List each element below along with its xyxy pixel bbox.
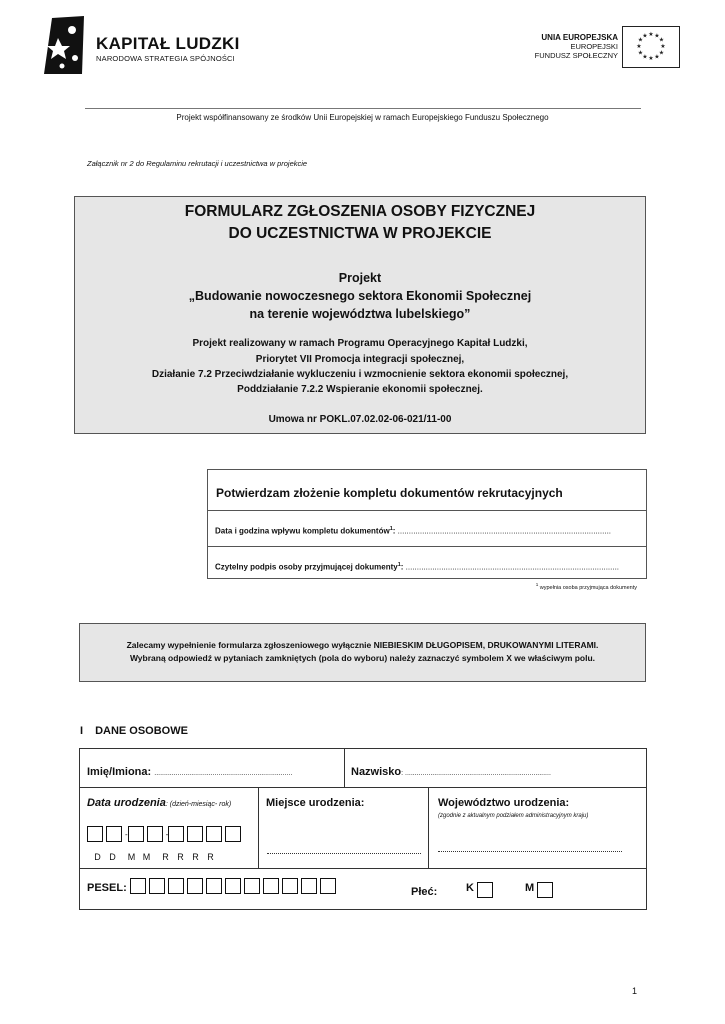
document-date-dots: ................................................................................................: [397, 526, 612, 536]
date-box[interactable]: [165, 826, 184, 842]
birth-place-input-line[interactable]: [267, 853, 421, 854]
date-box[interactable]: [225, 826, 241, 842]
signature-label: Czytelny podpis osoby przyjmującej dokumenty: [215, 562, 398, 572]
last-name-dots: : ...........................................................................: [401, 770, 551, 777]
gender-label: Płeć:: [411, 886, 438, 898]
gender-k-checkbox[interactable]: [477, 882, 493, 898]
svg-text:★: ★: [648, 31, 654, 38]
cofinancing-note: Projekt współfinansowany ze środków Unii Europejskiej w ramach Europejskiego Funduszu Społecznego: [176, 113, 549, 122]
gender-m-label: M: [525, 882, 535, 894]
svg-text:★: ★: [654, 53, 660, 61]
first-name-label: Imię/Imiona:: [87, 766, 152, 778]
signature-dots: ................................................................................................: [405, 562, 620, 572]
footnote: [536, 582, 637, 591]
date-format-letter: M: [142, 852, 151, 862]
pesel-box[interactable]: [301, 878, 317, 894]
first-name-field[interactable]: [87, 766, 292, 778]
instructions-line-2: Wybraną odpowiedź w pytaniach zamkniętych (pola do wyboru) należy zaznaczyć symbolem X we właściwym polu.: [129, 653, 596, 663]
birth-province-hint: (zgodnie z aktualnym podziałem administracyjnym kraju): [438, 813, 589, 819]
pesel-box[interactable]: [244, 878, 260, 894]
date-box[interactable]: [128, 826, 144, 842]
svg-text:★: ★: [658, 36, 665, 44]
birth-date-label-group: [87, 797, 231, 809]
project-name-line-2: na terenie województwa lubelskiego”: [249, 307, 471, 321]
last-name-field[interactable]: [351, 766, 551, 778]
svg-text:★: ★: [636, 43, 642, 50]
svg-text:★: ★: [642, 53, 648, 61]
svg-text:★: ★: [660, 43, 666, 50]
title-box: [74, 196, 646, 434]
first-name-dots: .......................................................................: [154, 770, 293, 777]
program-line-4: Poddziałanie 7.2.2 Wspieranie ekonomii społecznej.: [237, 384, 483, 395]
svg-text:★: ★: [637, 49, 644, 57]
instructions-box: [79, 623, 646, 682]
birth-date-boxes[interactable]: [87, 826, 244, 842]
svg-text:★: ★: [642, 32, 648, 40]
confirmation-divider-2: [208, 546, 646, 547]
kapital-ludzki-logo-icon: [44, 16, 84, 74]
footnote-mark: 1: [535, 582, 539, 587]
form-divider-row-1: [80, 787, 646, 788]
date-box[interactable]: [87, 826, 103, 842]
form-divider-birth-1: [258, 787, 259, 868]
program-line-3: Działanie 7.2 Przeciwdziałanie wykluczeniu i wzmocnienie sektora ekonomii społecznej,: [151, 369, 569, 380]
project-label: Projekt: [338, 271, 382, 285]
project-name-line-1: „Budowanie nowoczesnego sektora Ekonomii Społecznej: [188, 289, 532, 303]
pesel-box[interactable]: [320, 878, 336, 894]
date-format-letter: R: [207, 852, 214, 862]
date-format-letter: D: [109, 852, 116, 862]
logo-subtitle: NARODOWA STRATEGIA SPÓJNOŚCI: [96, 54, 235, 63]
form-divider-row-2: [80, 868, 646, 869]
date-box[interactable]: [206, 826, 222, 842]
header-divider: [85, 108, 641, 109]
gender-k-label: K: [466, 882, 474, 894]
instructions-line-1: Zalecamy wypełnienie formularza zgłoszeniowego wyłącznie NIEBIESKIM DŁUGOPISEM, DRUKOWANYMI LITERAMI.: [126, 640, 599, 650]
document-date-label: Data i godzina wpływu kompletu dokumentów: [215, 526, 390, 536]
pesel-box[interactable]: [282, 878, 298, 894]
birth-province-input-line[interactable]: [438, 851, 622, 852]
section-heading: [80, 725, 188, 737]
form-title-line-2: DO UCZESTNICTWA W PROJEKCIE: [228, 225, 492, 242]
pesel-box[interactable]: [225, 878, 241, 894]
svg-text:★: ★: [637, 36, 644, 44]
page-number: 1: [632, 986, 638, 996]
pesel-box[interactable]: [187, 878, 203, 894]
contract-number: Umowa nr POKL.07.02.02-06-021/11-00: [268, 414, 452, 425]
date-format-letter: M: [127, 852, 136, 862]
pesel-box[interactable]: [168, 878, 184, 894]
program-line-1: Projekt realizowany w ramach Programu Operacyjnego Kapitał Ludzki,: [192, 338, 528, 349]
gender-m-option[interactable]: [525, 882, 556, 898]
confirmation-heading: Potwierdzam złożenie kompletu dokumentów rekrutacyjnych: [216, 486, 563, 500]
footnote-text: wypełnia osoba przyjmująca dokumenty: [539, 584, 637, 591]
date-separator: -: [125, 829, 128, 839]
pesel-label: PESEL:: [87, 882, 127, 894]
personal-data-form: [79, 748, 647, 910]
pesel-field[interactable]: [87, 882, 339, 894]
section-number: I: [80, 725, 84, 737]
section-title: DANE OSOBOWE: [95, 725, 188, 737]
date-format-letter: R: [177, 852, 184, 862]
date-separator: -: [165, 829, 169, 839]
eu-flag-icon: [622, 26, 680, 68]
birth-place-label: Miejsce urodzenia:: [266, 797, 365, 809]
svg-text:★: ★: [654, 32, 660, 40]
date-format-letter: R: [192, 852, 199, 862]
pesel-box[interactable]: [130, 878, 146, 894]
svg-text:★: ★: [648, 55, 654, 62]
date-format-letter: R: [162, 852, 169, 862]
logo-title: KAPITAŁ LUDZKI: [96, 34, 240, 53]
pesel-box[interactable]: [206, 878, 222, 894]
birth-province-label: Województwo urodzenia:: [438, 797, 570, 809]
gender-m-checkbox[interactable]: [537, 882, 553, 898]
date-box[interactable]: [106, 826, 122, 842]
birth-date-hint: : (dzień-miesiąc- rok): [165, 801, 232, 808]
footnote-ref: 1: [397, 562, 401, 568]
last-name-label: Nazwisko: [351, 766, 402, 778]
program-line-2: Priorytet VII Promocja integracji społecznej,: [255, 354, 465, 365]
pesel-box[interactable]: [263, 878, 279, 894]
gender-k-option[interactable]: [466, 882, 496, 898]
date-format-letter: D: [94, 852, 101, 862]
eu-text-block: [535, 33, 618, 60]
footnote-ref: 1: [389, 526, 393, 532]
eu-line-3: FUNDUSZ SPOŁECZNY: [534, 51, 618, 60]
eu-line-2: EUROPEJSKI: [570, 42, 618, 51]
annex-note: Załącznik nr 2 do Regulaminu rekrutacji i uczestnictwa w projekcie: [87, 159, 308, 168]
date-format-legend: [90, 852, 218, 862]
confirmation-box: [207, 469, 647, 579]
pesel-box[interactable]: [149, 878, 165, 894]
document-date-field[interactable]: Data i godzina wpływu kompletu dokumentów$^1$: ................................................................................................: [215, 526, 612, 536]
form-divider-name: [344, 749, 345, 787]
confirmation-divider-1: [208, 510, 646, 511]
signature-field[interactable]: Czytelny podpis osoby przyjmującej dokumenty$^1$: ................................................................................................: [215, 562, 620, 572]
eu-line-1: UNIA EUROPEJSKA: [541, 33, 618, 42]
date-box[interactable]: [187, 826, 203, 842]
form-divider-birth-2: [428, 787, 429, 868]
birth-date-label: Data urodzenia: [87, 797, 166, 809]
form-title-line-1: FORMULARZ ZGŁOSZENIA OSOBY FIZYCZNEJ: [184, 203, 536, 220]
svg-text:★: ★: [658, 49, 665, 57]
date-box[interactable]: [147, 826, 163, 842]
